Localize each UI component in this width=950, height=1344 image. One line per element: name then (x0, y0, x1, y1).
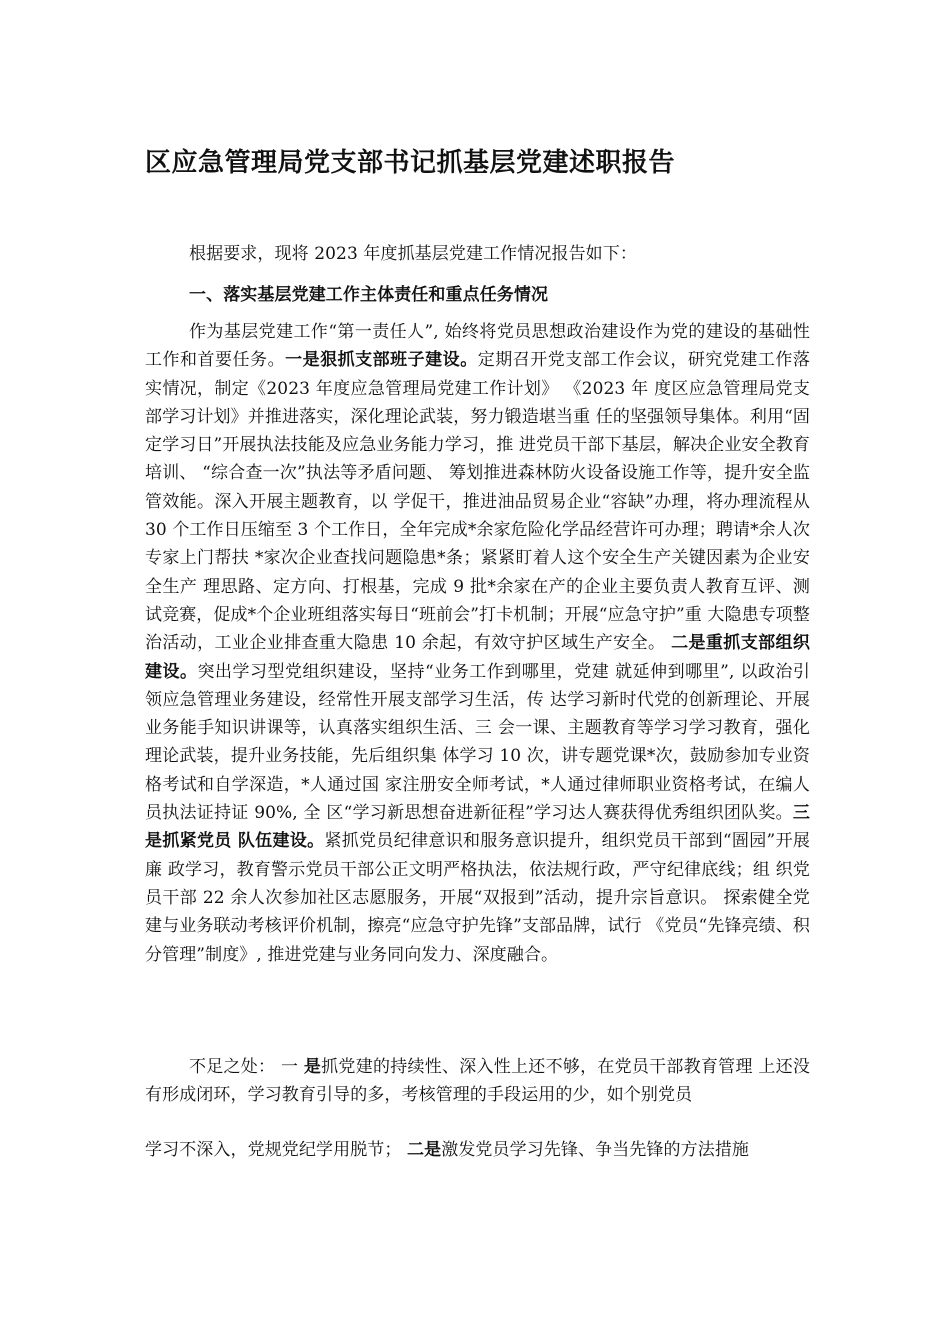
body-paragraph-1 (145, 318, 810, 969)
para2-text-1: 不足之处： 一 (189, 1057, 304, 1077)
para3-text-2: 激发党员学习先锋、争当先锋的方法措施 (441, 1140, 750, 1160)
para3-text-1: 学习不深入，党规党纪学用脱节； (145, 1140, 408, 1160)
para1-bold-3: 三是抓紧党员 队伍建设。 (145, 803, 810, 852)
para3-bold-1: 二是 (407, 1140, 442, 1160)
para1-text-4: 紧抓党员纪律意识和服务意识提升，组织党员干部到“圄园”开展廉 政学习，教育警示党员干部公正文明严格执法，依法规行政，严守纪律底线；组 织党员干部 22 余人次参加社区志愿服务，开展“双报到”活动，提升宗旨意识。 探索健全党建与业务联动考核评价机制，擦亮“应急守护先锋”支部品牌，试行 《党员“先锋亮绩、积分管理”制度》, 推进党建与业务同向发力、深度融合。 (145, 831, 810, 965)
body-paragraph-3 (145, 1136, 810, 1164)
para1-bold-2: 二是重抓支部组织建设。 (145, 633, 810, 682)
section-heading-1: 一、落实基层党建工作主体责任和重点任务情况 (189, 285, 549, 305)
document-title: 区应急管理局党支部书记抓基层党建述职报告 (145, 148, 676, 178)
body-paragraph-2 (145, 1053, 810, 1110)
para2-bold-1: 是 (303, 1057, 322, 1077)
para1-text-3: 突出学习型党组织建设，坚持“业务工作到哪里，党建 就延伸到哪里”, 以政治引领应急管理业务建设，经常性开展支部学习生活，传 达学习新时代党的创新理论、开展业务能手知识讲课等，认真落实组织生活、三 会一课、主题教育等学习学习教育，强化理论武装，提升业务技能，先后组织集 体学习 10 次，讲专题党课*次，鼓励参加专业资格考试和自学深造，*人通过国 家注册安全师考试，*人通过律师职业资格考试，在编人员执法证持证 90%, 全 区“学习新思想奋进新征程”学习达人赛获得优秀组织团队奖。 (145, 661, 810, 824)
para1-bold-1: 一是狠抓支部班子建设。 (285, 350, 478, 371)
para2-text-2: 抓党建的持续性、深入性上还不够，在党员干部教育管理 上还没有形成闭环，学习教育引导的多，考核管理的手段运用的少，如个别党员 (145, 1057, 810, 1106)
para1-text-2: 定期召开党支部工作会议，研究党建工作落实情况，制定《2023 年度应急管理局党建工作计划》 《2023 年 度区应急管理局党支部学习计划》并推进落实，深化理论武装，努力锻造堪当重 任的坚强领导集体。利用“固定学习日”开展执法技能及应急业务能力学习，推 进党员干部下基层，解决企业安全教育培训、 “综合查一次”执法等矛盾问题、 筹划推进森林防火设备设施工作等，提升安全监管效能。深入开展主题教育，以 学促干，推进油品贸易企业“容缺”办理，将办理流程从 30 个工作日压缩至 3 个工作日，全年完成*余家危险化学品经营许可办理；聘请*余人次专家上门帮扶 *家次企业查找问题隐患*条；紧紧盯着人这个安全生产关键因素为企业安全生产 理思路、定方向、打根基，完成 9 批*余家在产的企业主要负责人教育互评、测 试竞赛，促成*个企业班组落实每日“班前会”打卡机制；开展“应急守护”重 大隐患专项整治活动，工业企业排查重大隐患 10 余起，有效守护区域生产安全。 (145, 350, 810, 654)
intro-paragraph: 根据要求，现将 2023 年度抓基层党建工作情况报告如下： (189, 244, 637, 264)
para1-text-1: 作为基层党建工作“第一责任人”, 始终将党员思想政治建设作为党的建设的基础性工作和首要任务。 (145, 322, 810, 371)
